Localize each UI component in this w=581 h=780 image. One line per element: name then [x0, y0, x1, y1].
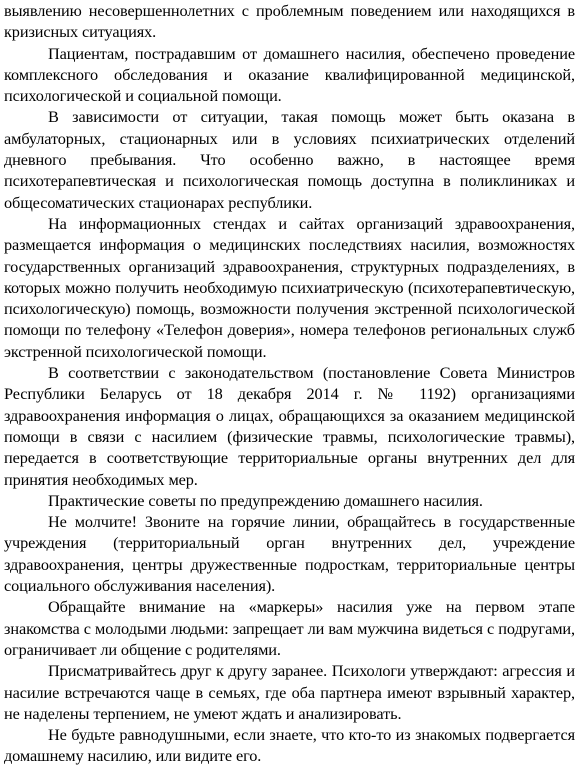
paragraph-care-settings: В зависимости от ситуации, такая помощь может быть оказана в амбулаторных, стационарных или в условиях психиатрических отделений дневного пребывания. Что особенно важно, в настоящее время психотерапевтическая и психологическая помощь доступна в поликлиниках и общесоматических стационарах республики. [4, 107, 575, 212]
paragraph-do-not-be-silent: Не молчите! Звоните на горячие линии, обращайтесь в государственные учреждения (территориальный орган внутренних дел, учреждение здравоохранения, центры дружественные подросткам, территориальные центры социального обслуживания населения). [4, 512, 575, 596]
paragraph-observe-partner: Присматривайтесь друг к другу заранее. Психологи утверждают: агрессия и насилие встречаются чаще в семьях, где оба партнера имеют взрывный характер, не наделены терпением, не умеют ждать и анализировать. [4, 661, 575, 723]
paragraph-continuation: выявлению несовершеннолетних с проблемным поведением или находящихся в кризисных ситуациях. [4, 1, 575, 42]
paragraph-violence-markers: Обращайте внимание на «маркеры» насилия уже на первом этапе знакомства с молодыми людьми: запрещает ли вам мужчина видеться с подругами, ограничивает ли общение с родителями. [4, 597, 575, 659]
paragraph-practical-advice-heading: Практические советы по предупреждению домашнего насилия. [48, 490, 483, 510]
paragraph-information-stands: На информационных стендах и сайтах организаций здравоохранения, размещается информация о медицинских последствиях насилия, возможностях государственных организаций здравоохранения, структурных подразделениях, в которых можно получить необходимую психиатрическую (психотерапевтическую, психологическую) помощь, возможности получения экстренной психологической помощи по телефону «Телефон доверия», номера телефонов региональных служб экстренной психологической помощи. [4, 213, 575, 361]
paragraph-legislation: В соответствии с законодательством (постановление Совета Министров Республики Беларусь от 18 декабря 2014 г. № 1192) организациями здравоохранения информация о лицах, обращающихся за оказанием медицинской помощи в связи с насилием (физические травмы, психологические травмы), передается в соответствующие территориальные органы внутренних дел для принятия необходимых мер. [4, 363, 575, 489]
paragraph-comprehensive-care: Пациентам, пострадавшим от домашнего насилия, обеспечено проведение комплексного обследования и оказание квалифицированной медицинской, психологической и социальной помощи. [4, 43, 575, 106]
paragraph-do-not-be-indifferent: Не будьте равнодушными, если знаете, что кто-то из знакомых подвергается домашнему насилию, или видите его. [4, 725, 575, 766]
